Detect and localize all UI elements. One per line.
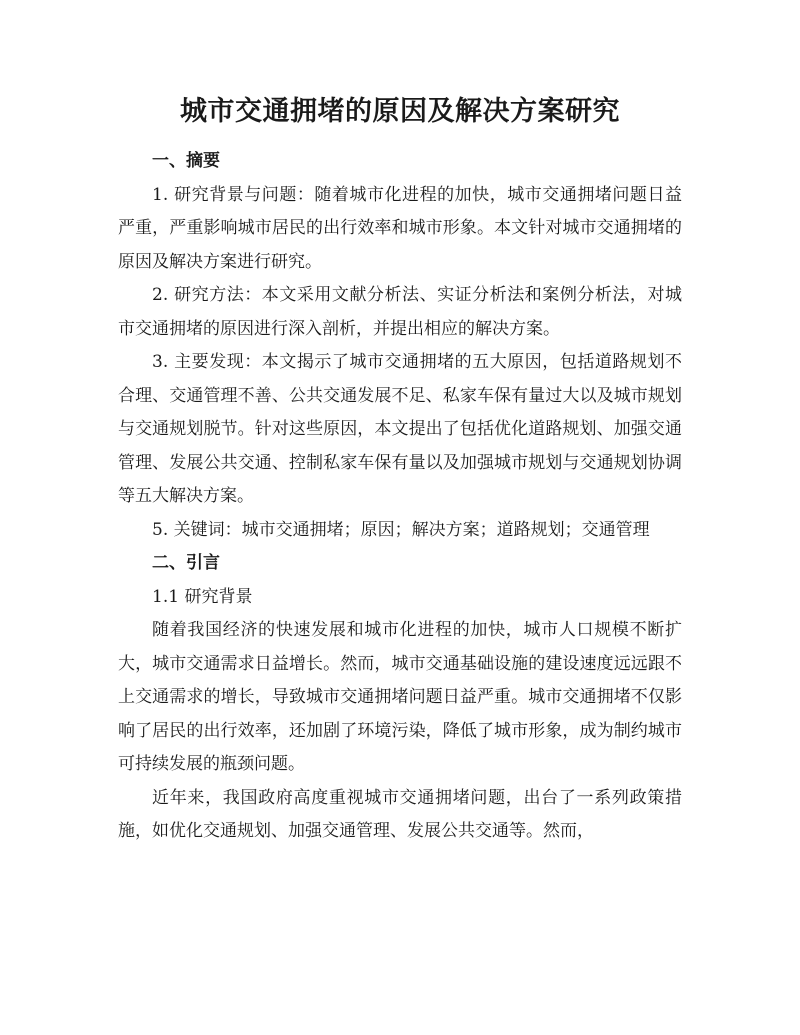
paragraph-intro-1: 随着我国经济的快速发展和城市化进程的加快，城市人口规模不断扩大，城市交通需求日益增长。然而，城市交通基础设施的建设速度远远跟不上交通需求的增长，导致城市交通拥堵问题日益严重。城市交通拥堵不仅影响了居民的出行效率，还加剧了环境污染，降低了城市形象，成为制约城市可持续发展的瓶颈问题。 — [118, 620, 682, 774]
paragraph-method: 2. 研究方法：本文采用文献分析法、实证分析法和案例分析法，对城市交通拥堵的原因进行深入剖析，并提出相应的解决方案。 — [118, 285, 682, 339]
subheading-research-background: 1.1 研究背景 — [152, 586, 253, 607]
section-heading-abstract: 一、摘要 — [152, 151, 220, 171]
section-heading-introduction: 二、引言 — [152, 553, 220, 573]
paragraph-findings: 3. 主要发现：本文揭示了城市交通拥堵的五大原因，包括道路规划不合理、交通管理不善、公共交通发展不足、私家车保有量过大以及城市规划与交通规划脱节。针对这些原因，本文提出了包括优化道路规划、加强交通管理、发展公共交通、控制私家车保有量以及加强城市规划与交通规划协调等五大解决方案。 — [118, 352, 682, 506]
document-title: 城市交通拥堵的原因及解决方案研究 — [180, 96, 620, 127]
paragraph-keywords: 5. 关键词：城市交通拥堵；原因；解决方案；道路规划；交通管理 — [152, 519, 650, 540]
document-body — [118, 145, 682, 849]
paragraph-background: 1. 研究背景与问题：随着城市化进程的加快，城市交通拥堵问题日益严重，严重影响城市居民的出行效率和城市形象。本文针对城市交通拥堵的原因及解决方案进行研究。 — [118, 184, 682, 272]
paragraph-intro-2: 近年来，我国政府高度重视城市交通拥堵问题，出台了一系列政策措施，如优化交通规划、加强交通管理、发展公共交通等。然而， — [118, 787, 682, 841]
